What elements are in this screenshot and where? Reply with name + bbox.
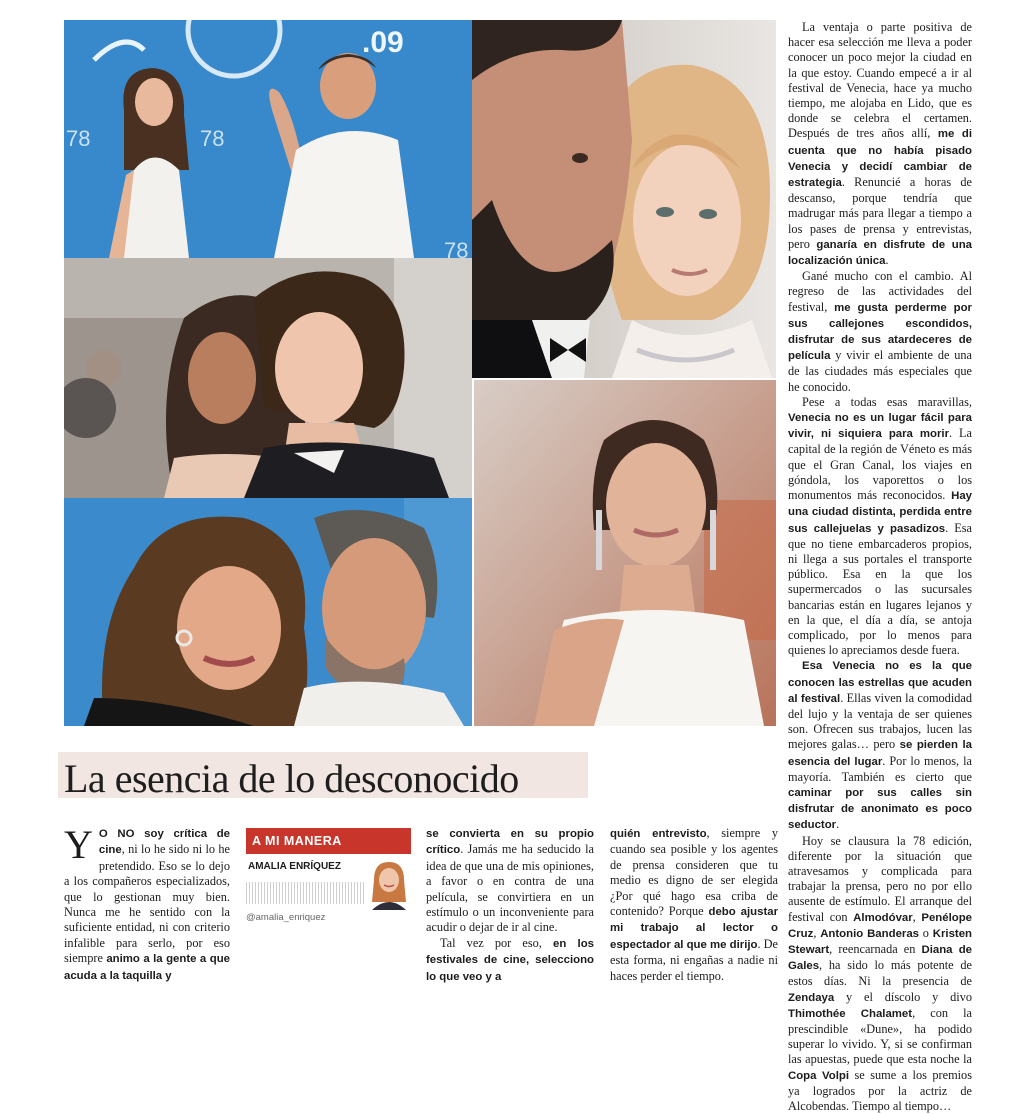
author-name: AMALIA ENRÍQUEZ [248, 861, 341, 872]
backdrop-78-text-left: 78 [66, 126, 91, 151]
body-paragraph-4: quién entrevisto, siempre y cuando sea posible y los agentes de prensa consideren que tu medio es digno de ser elegida ¿Por qué hago esa criba de contenido? Porque debo ajustar mi trabajo al lector o espectador al que me dirijo. De esta forma, ni engañas a nadie ni haces perder el tiempo. [610, 826, 779, 983]
body-paragraph-1: Y O NO soy crítica de cine, ni lo he sido ni lo he pretendido. Eso se lo dejo a los compañeros especializados, que lo gestionan muy bien. Nunca me he sentido con la suficiente entidad, ni con criterio infalible para serlo, por eso siempre animo a la gente a que acuda a la taquilla y [64, 822, 230, 982]
headline-band [58, 752, 588, 801]
decorative-rule-lines [246, 882, 364, 904]
photo-penelope-antonio-closeup [64, 498, 472, 726]
dropcap: Y [64, 822, 93, 867]
photo-zendaya-timothee [64, 258, 472, 498]
body-column-1 [64, 822, 230, 984]
body-paragraph-2: se convierta en su propio crítico. Jamás me ha seducido la idea de que una de mis opiniones, a favor o en contra de una película, se convirtiera en un estímulo o un inconveniente para acudir o dejar de ir al cine. [426, 828, 594, 935]
avatar [368, 858, 410, 910]
photo-penelope-portrait [474, 380, 776, 726]
photo-photocall-couple [64, 20, 472, 258]
body-paragraph-3: Tal vez por eso, en los festivales de cine, selecciono lo que veo y a [426, 935, 594, 983]
headline: La esencia de lo desconocido [64, 756, 519, 801]
author-handle: @amalia_enriquez [246, 912, 326, 923]
backdrop-date-text: .09 [362, 26, 404, 59]
backdrop-78-text-mid: 78 [200, 126, 225, 151]
right-paragraph-1: La ventaja o parte positiva de hacer esa selección me lleva a poder conocer un poco mejor la ciudad en la que estoy. Cuando empecé a ir al festival de Venecia, hace ya mucho tiempo, me alojaba en Lido, que es donde se celebra el certamen. Después de tres años allí, me di cuenta que no había pisado Venecia y decidí cambiar de estrategia. Renuncié a horas de descanso, porque tendría que madrugar más para llegar a tiempo a los pases de prensa y entrevistas, pero ganaría en disfrute de una localización única. [788, 20, 972, 268]
photo-director-and-actress [472, 20, 776, 378]
backdrop-78-text-right: 78 [444, 238, 469, 258]
right-paragraph-3: Pese a todas esas maravillas, Venecia no es un lugar fácil para vivir, ni siquiera para morir. La capital de la región de Véneto es más que el Gran Canal, los viajes en góndola, los vaporettos o los monumentos más reconocidos. Hay una ciudad distinta, perdida entre sus callejuelas y pasadizos. Esa que no tiene embarcaderos propios, ni llega a sus portales el transporte público. Esa en la que los supermercados o las sucursales bancarias están en lugares lejanos y en la que, el día a día, se antoja complicado, por lo menos para quienes lo apreciamos desde fuera. [788, 394, 973, 658]
right-column-text [788, 20, 972, 1114]
right-paragraph-2: Gané mucho con el cambio. Al regreso de las actividades del festival, me gusta perderme por sus callejones escondidos, disfrutar de sus atardeceres de película y vivir el ambiente de una de las ciudades más especiales que he conocido. [788, 269, 972, 394]
body-column-2 [426, 826, 594, 985]
right-paragraph-4: Esa Venecia no es la que conocen las estrellas que acuden al festival. Ellas viven la comodidad del lujo y la ventaja de ser quienes son. Ofrecen sus trabajos, lucen las mejores galas… pero se pierden la esencia del lugar. Por lo menos, la mayoría. También es cierto que caminar por sus calles sin disfrutar de anonimato es poco seductor. [788, 660, 973, 832]
column-label: A MI MANERA [246, 828, 411, 854]
column-signature-box [246, 828, 411, 928]
right-paragraph-5: Hoy se clausura la 78 edición, diferente por la situación que atravesamos y complicada para trabajar la prensa, pero no por ello ausente de estímulo. El arranque del festival con Almodóvar, Penélope Cruz, Antonio Banderas o Kristen Stewart, reencarnada en Diana de Gales, ha sido lo más potente de estos días. Ni la presencia de Zendaya y el díscolo y divo Thimothée Chalamet, con la prescindible «Dune», ha podido superar lo vivido. Y, si se confirman las apuestas, puede que esta noche la Copa Volpi se sume a los premios ya logrados por la actriz de Alcobendas. Tiempo al tiempo… [788, 833, 973, 1114]
body-column-3 [610, 826, 778, 984]
